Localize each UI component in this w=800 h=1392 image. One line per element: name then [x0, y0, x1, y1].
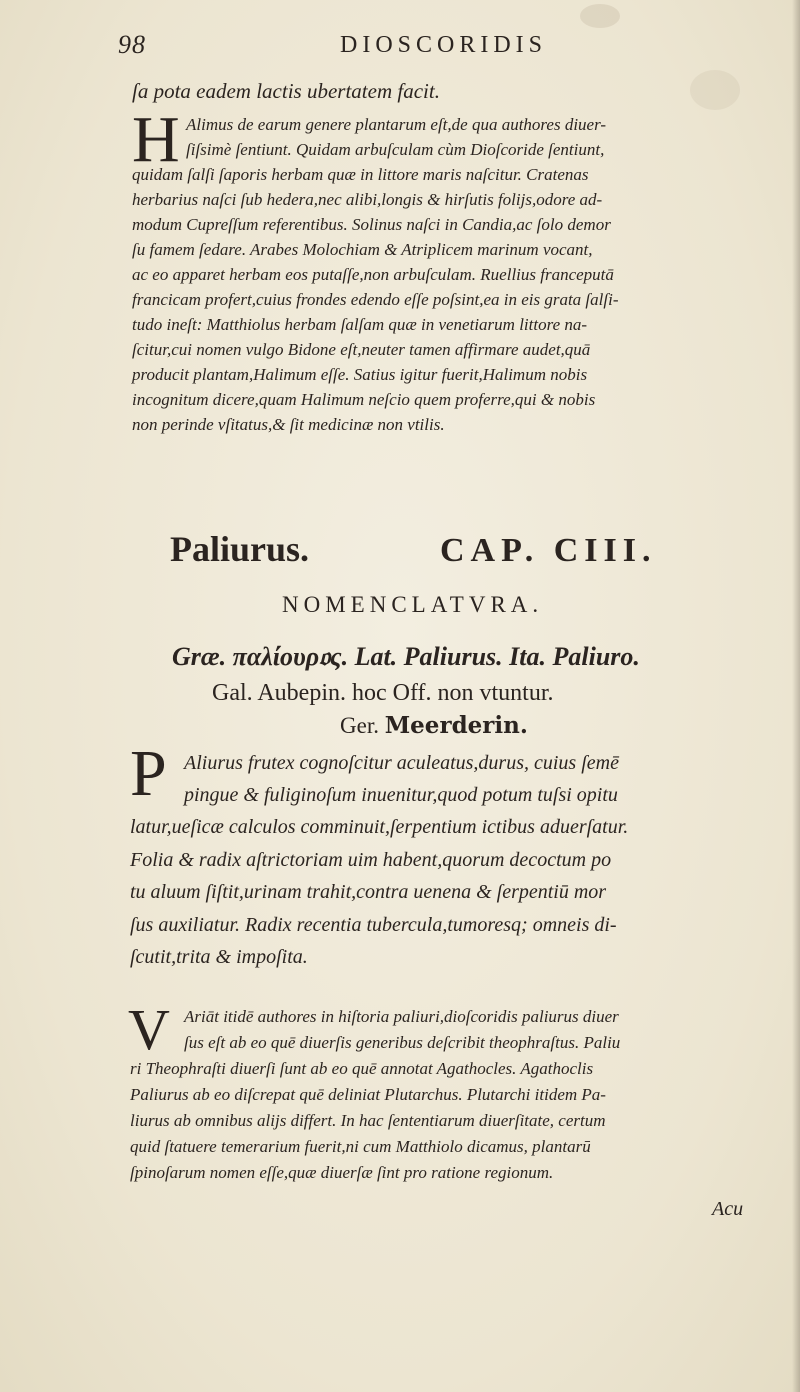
drop-cap-v: V	[128, 997, 170, 1062]
page-header	[118, 30, 638, 64]
halimus-line: Alimus de earum genere plantarum eſt,de qua authores diuer-	[186, 115, 607, 134]
drop-cap-p: P	[130, 737, 167, 810]
paliurus-line: tu aluum ſiſtit,urinam trahit,contra uenena & ſerpentiū mor	[130, 881, 607, 903]
halimus-line: non perinde vſitatus,& ſit medicinæ non vtilis.	[132, 415, 445, 434]
halimus-line: incognitum dicere,quam Halimum neſcio quem proferre,qui & nobis	[132, 390, 596, 409]
paliurus-line: latur,ueſicæ calculos comminuit,ſerpentium ictibus aduerſatur.	[130, 816, 629, 838]
halimus-line: herbarius naſci ſub hedera,nec alibi,longis & hirſutis folijs,odore ad-	[132, 190, 603, 209]
running-head: DIOSCORIDIS	[340, 32, 548, 58]
variat-line: Ariāt itidē authores in hiſtoria paliuri,dioſcoridis paliurus diuer	[184, 1007, 619, 1026]
intro-line: ſa pota eadem lactis ubertatem facit.	[132, 79, 440, 103]
paliurus-line: pingue & fuliginoſum inuenitur,quod potum tuſsi opitu	[184, 784, 618, 806]
paliurus-line: Aliurus frutex cognoſcitur aculeatus,durus, cuius ſemē	[184, 752, 619, 774]
variat-line: quid ſtatuere temerarium fuerit,ni cum Matthiolo dicamus, plantarū	[130, 1137, 591, 1156]
paper-stain	[580, 4, 620, 28]
page-edge-shadow	[792, 0, 800, 1392]
variat-line: ri Theophraſti diuerſi ſunt ab eo quē annotat Agathocles. Agathoclis	[130, 1059, 594, 1078]
paliurus-line: ſus auxiliatur. Radix recentia tubercula,tumoresq; omneis di-	[130, 914, 617, 936]
names-gallic-officinal: Gal. Aubepin. hoc Off. non vtuntur.	[212, 680, 554, 706]
variat-line: ſpinoſarum nomen eſſe,quæ diuerſæ ſint pro ratione regionum.	[130, 1163, 554, 1182]
names-greek-latin-italian: Græ. παλίουρ𝔬ς. Lat. Paliurus. Ita. Paliuro.	[172, 642, 640, 671]
catchword: Acu	[712, 1198, 744, 1220]
nomenclatura-heading: NOMENCLATVRA.	[282, 592, 544, 617]
variat-line: liurus ab omnibus alijs differt. In hac ſententiarum diuerſitate, certum	[130, 1111, 606, 1130]
halimus-line: ſu famem ſedare. Arabes Molochiam & Atriplicem marinum vocant,	[132, 240, 593, 259]
variat-line: ſus eſt ab eo quē diuerſis generibus deſcribit theophraſtus. Paliu	[184, 1033, 621, 1052]
german-name: Meerderin.	[384, 712, 528, 739]
paper-stain	[690, 70, 740, 110]
halimus-line: ac eo apparet herbam eos putaſſe,non arbuſculam. Ruellius franceputā	[132, 265, 614, 284]
paliurus-line: ſcutit,trita & impoſita.	[130, 946, 308, 968]
halimus-line: modum Cupreſſum referentibus. Solinus naſci in Candia,ac ſolo demor	[132, 215, 611, 234]
halimus-line: tudo ineſt: Matthiolus herbam ſalſam quæ in venetiarum littore na-	[132, 315, 588, 334]
halimus-line: ſcitur,cui nomen vulgo Bidone eſt,neuter tamen affirmare audet,quā	[132, 340, 591, 359]
halimus-line: producit plantam,Halimum eſſe. Satius igitur fuerit,Halimum nobis	[132, 365, 588, 384]
drop-cap-h: H	[132, 103, 180, 176]
halimus-line: francicam profert,cuius frondes edendo eſſe poſsint,ea in eis grata ſalſi-	[132, 290, 619, 309]
chapter-title: Paliurus.	[170, 529, 310, 569]
german-label: Ger.	[340, 713, 379, 738]
variat-line: Paliurus ab eo diſcrepat quē deliniat Plutarchus. Plutarchi itidem Pa-	[130, 1085, 606, 1104]
halimus-line: ſiſsimè ſentiunt. Quidam arbuſculam cùm Dioſcoride ſentiunt,	[186, 140, 605, 159]
page-number: 98	[118, 30, 146, 59]
chapter-number: CAP. CIII.	[440, 532, 657, 569]
halimus-line: quidam ſalſi ſaporis herbam quæ in littore maris naſcitur. Cratenas	[132, 165, 589, 184]
paliurus-line: Folia & radix aſtrictoriam uim habent,quorum decoctum po	[130, 849, 612, 871]
names-german	[340, 712, 528, 739]
